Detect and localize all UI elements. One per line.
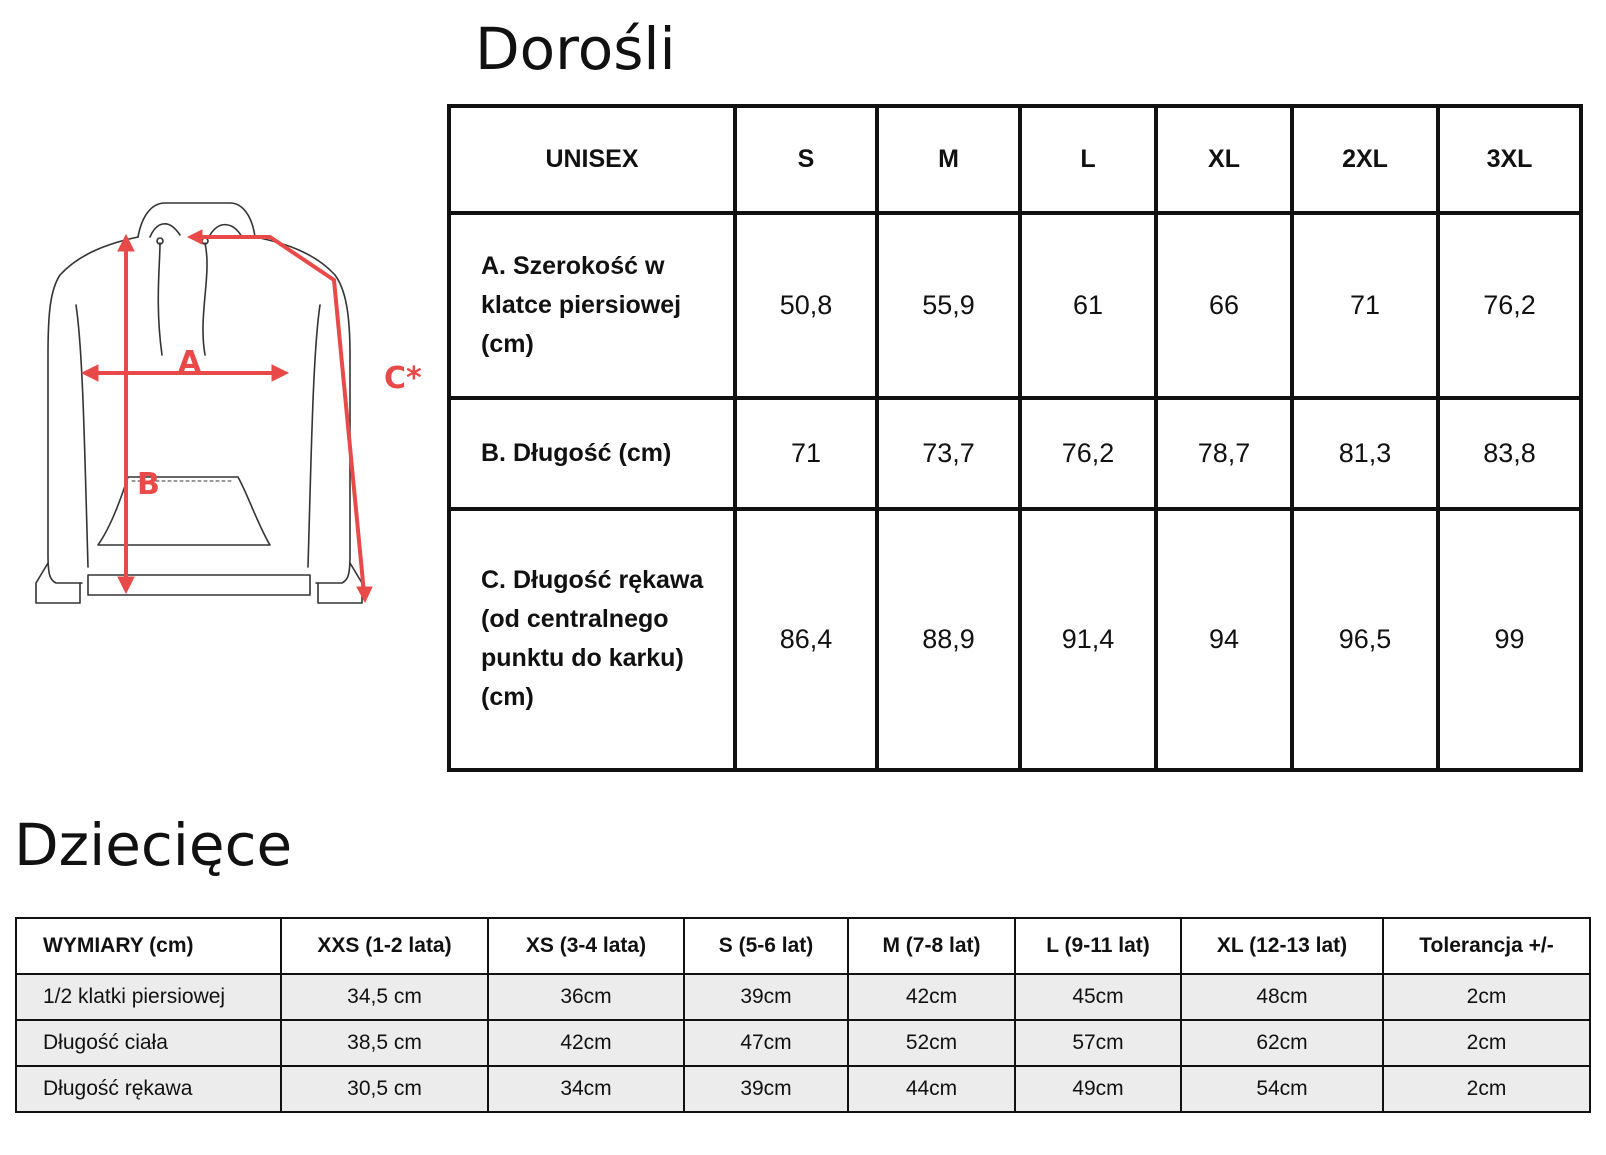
header-cell: XL (1156, 106, 1292, 213)
table-cell: 73,7 (877, 398, 1020, 508)
header-cell: XL (12-13 lat) (1181, 918, 1383, 974)
table-cell: 2cm (1383, 1020, 1590, 1066)
table-cell: 54cm (1181, 1066, 1383, 1112)
header-cell: L (1020, 106, 1156, 213)
table-cell: 42cm (848, 974, 1015, 1020)
table-cell: 86,4 (735, 509, 877, 771)
table-cell: 42cm (488, 1020, 684, 1066)
header-cell: 2XL (1292, 106, 1438, 213)
table-cell: 94 (1156, 509, 1292, 771)
table-cell: 76,2 (1020, 398, 1156, 508)
row-label: Długość rękawa (16, 1066, 281, 1112)
table-cell: 49cm (1015, 1066, 1181, 1112)
table-cell: 34cm (488, 1066, 684, 1112)
row-label: 1/2 klatki piersiowej (16, 974, 281, 1020)
header-cell: WYMIARY (cm) (16, 918, 281, 974)
table-row (16, 974, 1590, 1020)
row-label: A. Szerokość w klatce piersiowej (cm) (449, 213, 735, 398)
header-cell: UNISEX (449, 106, 735, 213)
table-header-row (16, 918, 1590, 974)
table-header-row (449, 106, 1581, 213)
table-cell: 83,8 (1438, 398, 1581, 508)
row-label: B. Długość (cm) (449, 398, 735, 508)
table-cell: 36cm (488, 974, 684, 1020)
table-cell: 61 (1020, 213, 1156, 398)
kids-size-table (15, 917, 1591, 1113)
table-cell: 88,9 (877, 509, 1020, 771)
table-cell: 44cm (848, 1066, 1015, 1112)
table-cell: 48cm (1181, 974, 1383, 1020)
header-cell: L (9-11 lat) (1015, 918, 1181, 974)
table-row (16, 1020, 1590, 1066)
table-cell: 52cm (848, 1020, 1015, 1066)
header-cell: XS (3-4 lata) (488, 918, 684, 974)
kids-title: Dziecięce (14, 811, 293, 879)
table-cell: 55,9 (877, 213, 1020, 398)
row-label: C. Długość rękawa (od centralnego punktu do karku) (cm) (449, 509, 735, 771)
header-cell: 3XL (1438, 106, 1581, 213)
table-cell: 2cm (1383, 974, 1590, 1020)
adults-title: Dorośli (475, 15, 676, 83)
table-cell: 47cm (684, 1020, 848, 1066)
hoodie-icon (20, 195, 440, 635)
table-cell: 91,4 (1020, 509, 1156, 771)
header-cell: XXS (1-2 lata) (281, 918, 488, 974)
table-row (16, 1066, 1590, 1112)
table-cell: 38,5 cm (281, 1020, 488, 1066)
table-cell: 39cm (684, 974, 848, 1020)
table-cell: 78,7 (1156, 398, 1292, 508)
table-cell: 62cm (1181, 1020, 1383, 1066)
table-cell: 99 (1438, 509, 1581, 771)
table-cell: 71 (1292, 213, 1438, 398)
table-row (449, 398, 1581, 508)
header-cell: M (7-8 lat) (848, 918, 1015, 974)
label-b: B (137, 467, 160, 502)
header-cell: Tolerancja +/- (1383, 918, 1590, 974)
table-cell: 45cm (1015, 974, 1181, 1020)
table-cell: 66 (1156, 213, 1292, 398)
table-cell: 81,3 (1292, 398, 1438, 508)
table-cell: 30,5 cm (281, 1066, 488, 1112)
table-cell: 34,5 cm (281, 974, 488, 1020)
header-cell: S (735, 106, 877, 213)
header-cell: M (877, 106, 1020, 213)
table-cell: 39cm (684, 1066, 848, 1112)
label-a: A (178, 345, 202, 380)
adults-size-table (447, 104, 1583, 772)
table-cell: 2cm (1383, 1066, 1590, 1112)
table-cell: 71 (735, 398, 877, 508)
row-label: Długość ciała (16, 1020, 281, 1066)
table-cell: 76,2 (1438, 213, 1581, 398)
table-cell: 50,8 (735, 213, 877, 398)
table-row (449, 213, 1581, 398)
table-cell: 57cm (1015, 1020, 1181, 1066)
table-row (449, 509, 1581, 771)
table-cell: 96,5 (1292, 509, 1438, 771)
header-cell: S (5-6 lat) (684, 918, 848, 974)
label-c: C* (384, 361, 422, 396)
